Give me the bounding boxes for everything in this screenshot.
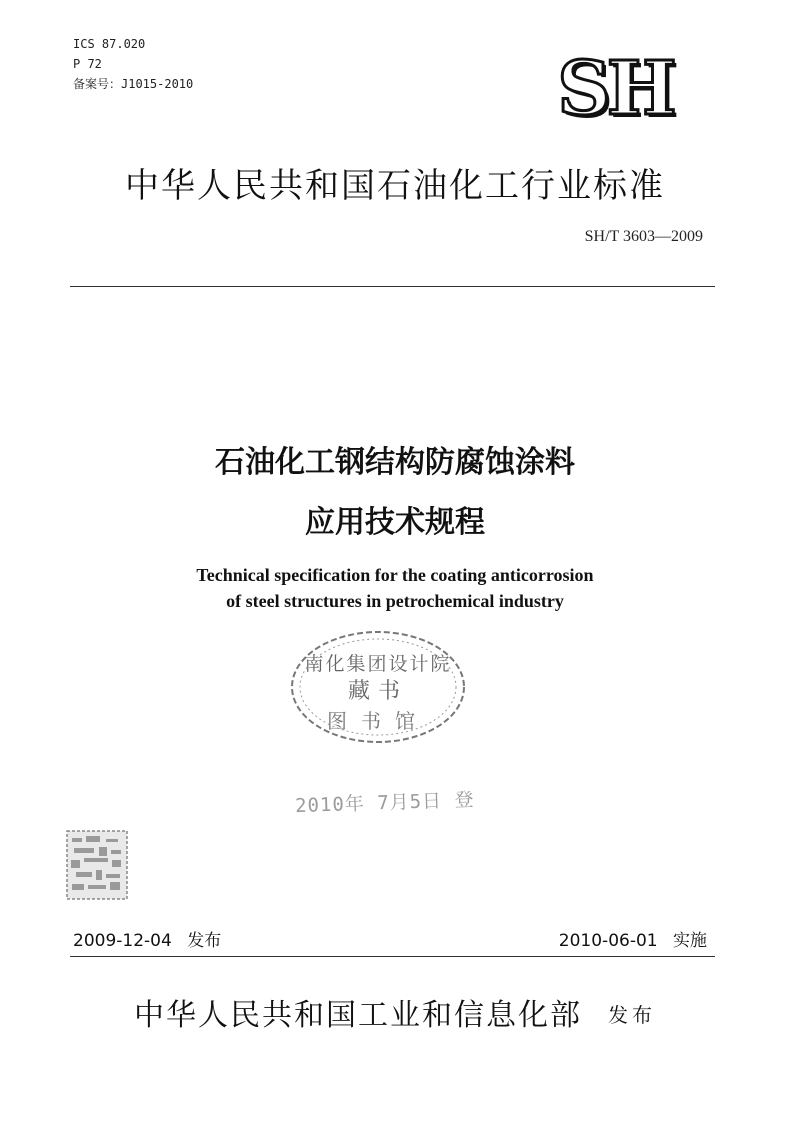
filing-number: 备案号：J1015-2010 (73, 77, 194, 91)
ics-code: ICS 87.020 (73, 37, 146, 51)
issuer-label: 发布 (608, 1003, 656, 1027)
document-title-en-line2: of steel structures in petrochemical industry (226, 591, 564, 611)
document-title-cn-line2: 应用技术规程 (305, 505, 485, 540)
issue-date: 2009-12-04 (73, 931, 172, 951)
library-stamp (288, 628, 468, 746)
sh-logo: SH (557, 46, 673, 132)
stamp-oval (288, 628, 468, 746)
standard-number: SH/T 3603—2009 (584, 228, 703, 245)
stamp-line-1: 南化集团设计院 (304, 653, 452, 675)
classification-code: P 72 (73, 57, 102, 71)
issuer-name: 中华人民共和国工业和信息化部 (134, 998, 582, 1033)
document-title-en-line1: Technical specification for the coating anticorrosion (196, 565, 594, 585)
effective-label: 实施 (673, 931, 707, 951)
footer-divider (70, 956, 715, 957)
barcode-seal (66, 830, 128, 900)
stamp-line-2: 藏书 (347, 679, 409, 704)
effective-date-group (559, 926, 707, 951)
header-divider (70, 286, 715, 287)
issue-label: 发布 (187, 931, 222, 951)
issue-date-group (73, 926, 221, 951)
document-title-cn-line1: 石油化工钢结构防腐蚀涂料 (215, 445, 575, 480)
effective-date: 2010-06-01 (558, 931, 658, 951)
issuing-authority (60, 990, 730, 1034)
standard-type-title: 中华人民共和国石油化工行业标准 (125, 166, 665, 206)
stamp-line-3: 图书馆 (327, 709, 429, 733)
handwritten-acquisition-date: 2010年 7月5日 登 (294, 788, 475, 818)
